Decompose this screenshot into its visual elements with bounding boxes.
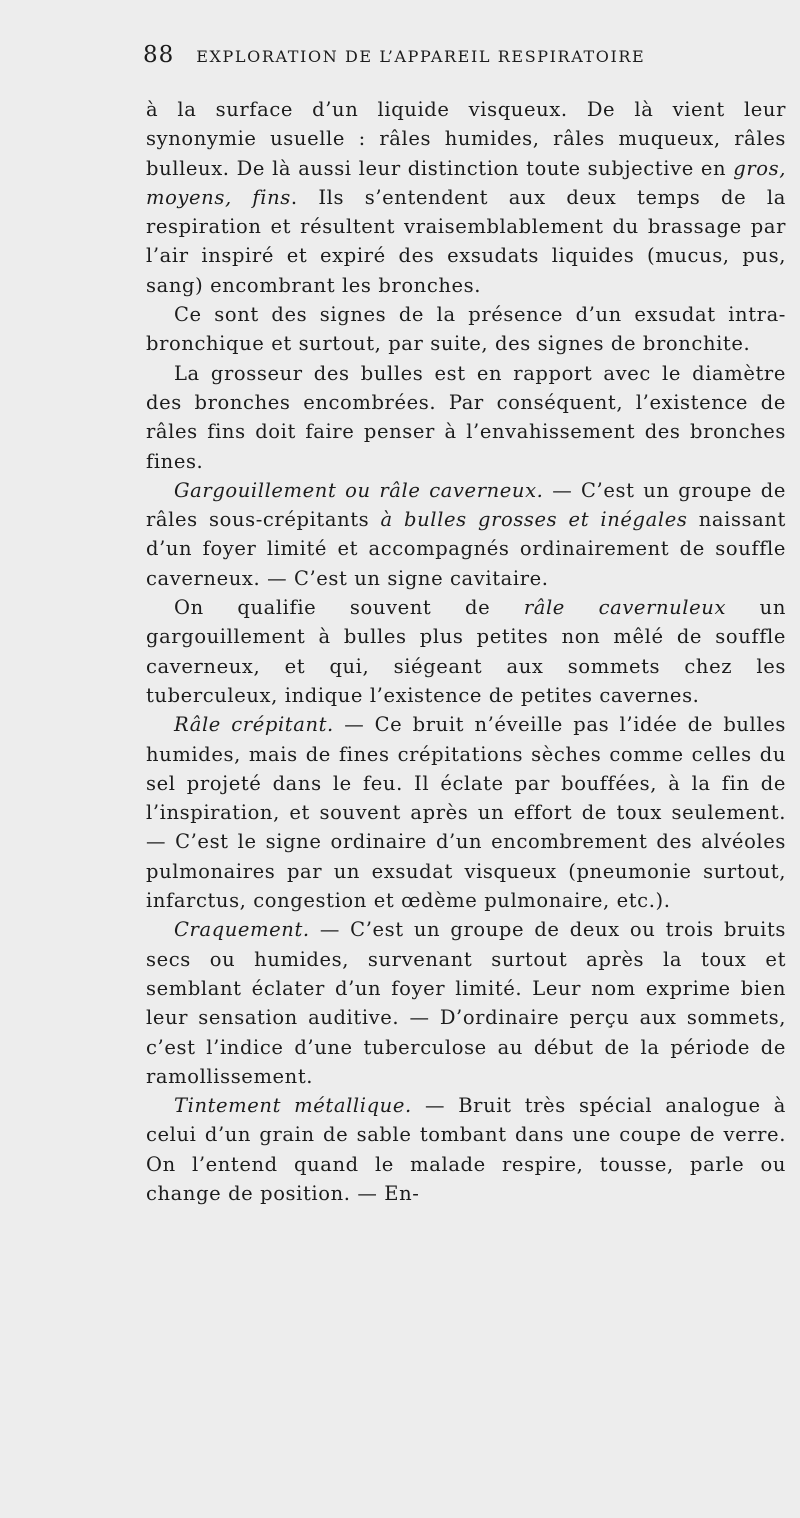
paragraph-rale-crepitant <box>146 710 786 915</box>
section-heading: Tintement métallique. <box>174 1094 412 1118</box>
paragraph <box>146 359 786 476</box>
paragraph-tintement <box>146 1091 786 1208</box>
text-run: naissant d’un foyer limité et accompagnés ordinairement de souffle caverneux. — C’est un signe cavitaire. <box>146 508 786 590</box>
paragraph <box>146 593 786 710</box>
text-run: On qualifie souvent de <box>174 596 524 620</box>
text-run: à la surface d’un liquide visqueux. De là vient leur synonymie usuelle : râles humides, râles muqueux, râles bulleux. De là aussi leur distinction toute subjective en <box>146 98 786 180</box>
text-run: . Ils s’entendent aux deux temps de la respiration et résultent vraisemblablement du brassage par l’air inspiré et expiré des exsudats liquides (mucus, pus, sang) encombrant les bronches. <box>146 185 786 297</box>
page-number: 88 <box>143 42 175 68</box>
running-title: EXPLORATION DE L’APPAREIL RESPIRATOIRE <box>196 47 646 66</box>
italic-term: à bulles grosses et inégales <box>380 508 688 532</box>
section-heading: Gargouillement ou râle caverneux. <box>174 478 544 502</box>
body-text <box>146 95 786 1208</box>
paragraph-continuation <box>146 95 786 300</box>
paragraph <box>146 300 786 359</box>
text-run: — C’est un groupe de deux ou trois bruits secs ou humides, survenant surtout après la toux et semblant éclater d’un foyer limité. Leur nom exprime bien leur sensation auditive. — D’ordinaire perçu aux sommets, c’est l’indice d’une tuberculose au début de la période de ramollissement. <box>146 918 786 1088</box>
text-run: La grosseur des bulles est en rapport avec le diamètre des bronches encombrées. Par conséquent, l’existence de râles fins doit faire penser à l’envahissement des bronches fines. <box>146 361 786 473</box>
paragraph-craquement <box>146 915 786 1091</box>
paragraph-gargouillement <box>146 476 786 593</box>
text-run: un gargouillement à bulles plus petites non mêlé de souffle caverneux, et qui, siégeant aux sommets chez les tuberculeux, indique l’existence de petites cavernes. <box>146 596 786 707</box>
text-run: Ce sont des signes de la présence d’un exsudat intra-bronchique et surtout, par suite, des signes de bronchite. <box>146 303 786 356</box>
text-run: — C’est un groupe de râles sous-crépitants <box>146 478 786 532</box>
italic-term: râle cavernuleux <box>523 596 727 620</box>
page-header <box>143 42 783 68</box>
italic-term: gros, moyens, fins <box>146 156 786 209</box>
text-run: — Ce bruit n’éveille pas l’idée de bulles humides, mais de fines crépitations sèches comme celles du sel projeté dans le feu. Il éclate par bouffées, à la fin de l’inspiration, et souvent après un effort de toux seulement. — C’est le signe ordinaire d’un encombrement des alvéoles pulmonaires par un exsudat visqueux (pneumonie surtout, infarctus, congestion et œdème pulmonaire, etc.). <box>146 713 786 913</box>
text-run: — Bruit très spécial analogue à celui d’un grain de sable tombant dans une coupe de verre. On l’entend quand le malade respire, tousse, parle ou change de position. — En- <box>146 1094 786 1205</box>
section-heading: Craquement. <box>174 918 310 942</box>
section-heading: Râle crépitant. <box>174 713 334 737</box>
